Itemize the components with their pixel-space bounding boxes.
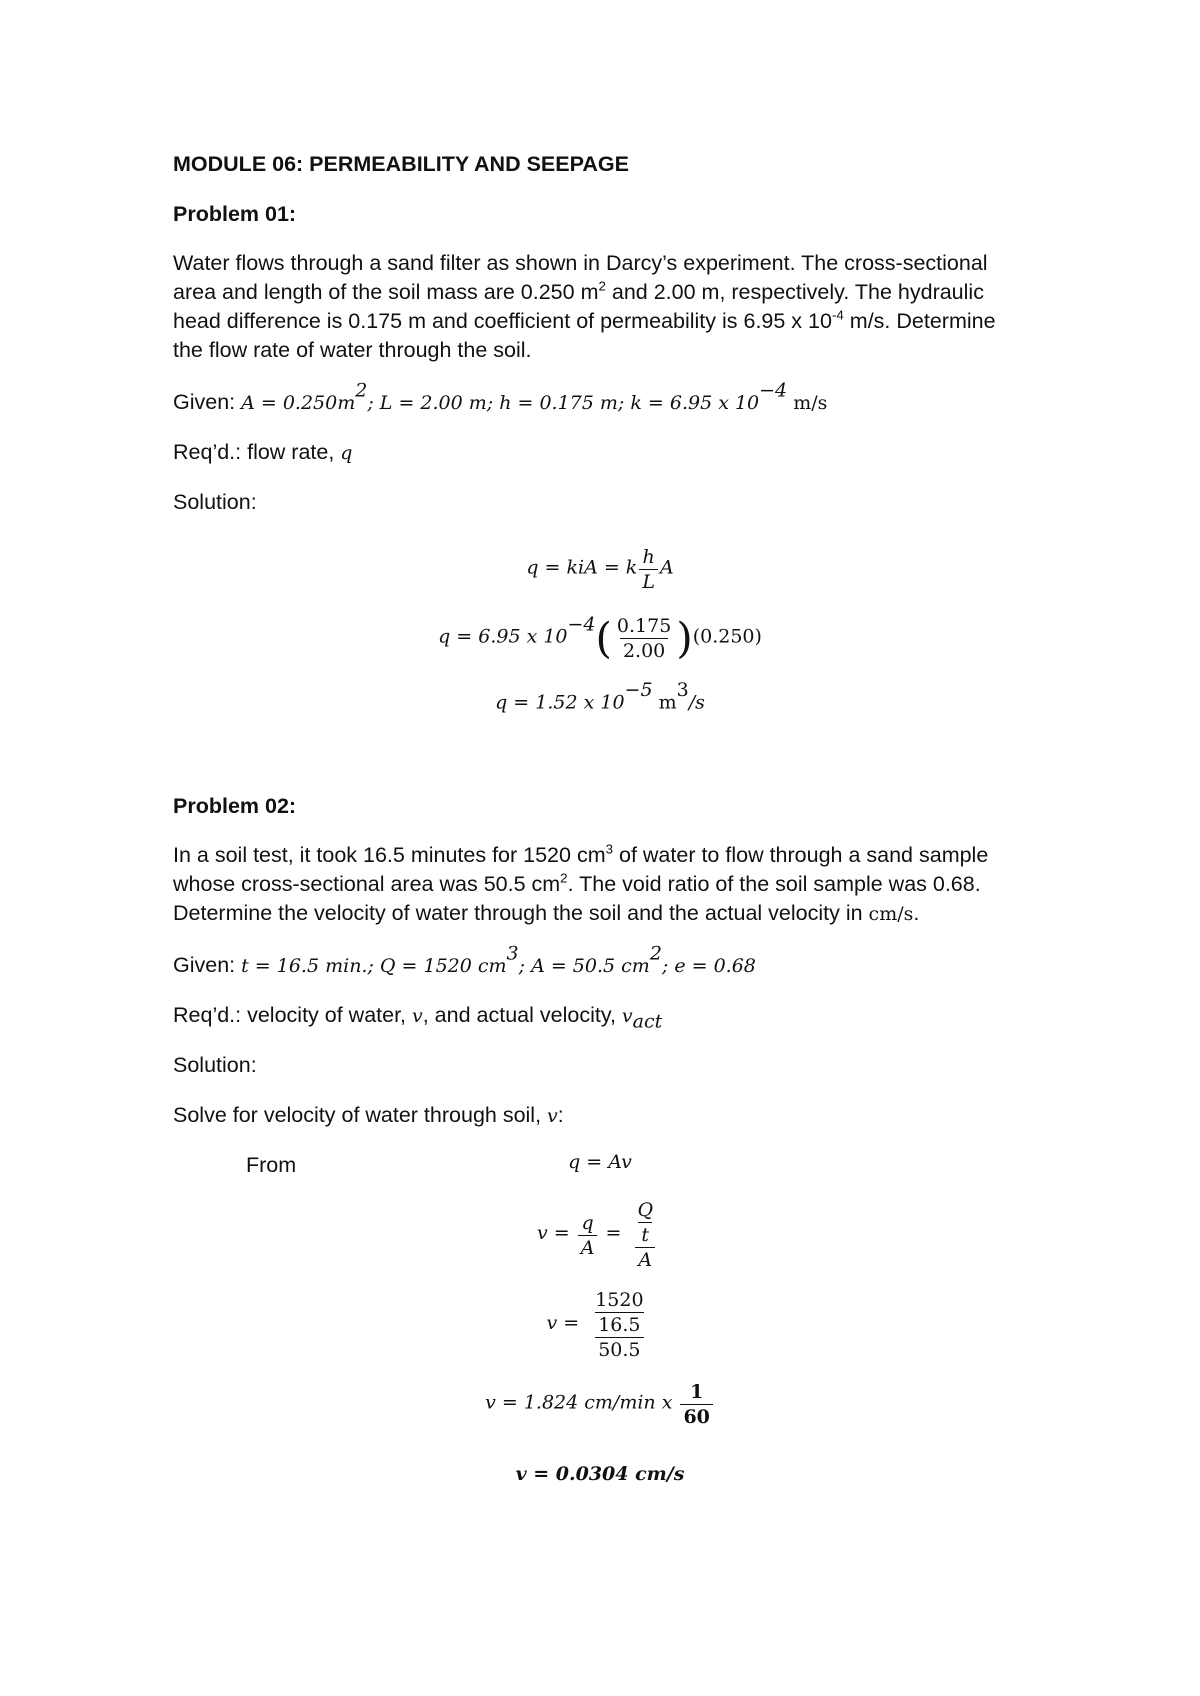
p2-given: Given: t = 16.5 min.; Q = 1520 $cm^3$; A = 50.5 $cm^2$; e = 0.68 [173,942,756,977]
problem-02-heading: Problem 02: [173,794,297,818]
p2-equation-conversion: v = 1.824 cm/min x $\frac{1}{60}$ [0,1380,1200,1429]
p2-equation-substitution: v = $\frac{\frac{1520}{16.5}}{50.5}$ [546,1289,644,1361]
p2-required: Req’d.: velocity of water, v, and actual velocity, $v_{act}$ [173,1003,663,1033]
p1-solution-label: Solution: [173,490,257,514]
p2-line-2: whose cross-sectional area was 50.5 $cm^2$. The void ratio of the soil sample was 0.68. [173,870,981,896]
module-title: MODULE 06: PERMEABILITY AND SEEPAGE [173,152,629,176]
p1-line-4: the flow rate of water through the soil. [173,338,532,362]
p2-equation-velocity: v = $\frac{q}{A}$ = $\frac{\frac{Q}{t}}{A}$ [0,1198,1200,1272]
p1-equation-darcy: q = kiA = k $\frac{h}{L}$ A [526,546,674,593]
p1-equation-result: q = 1.52 x $10^{-5}$ $m^3/s$ [495,679,705,714]
p2-line-1: In a soil test, it took 16.5 minutes for 1520 $cm^3$ of water to flow through a sand sample [173,841,989,867]
p2-equation-final: v = 0.0304 cm/s [515,1463,685,1485]
p1-equation-substitution: q = 6.95 x $10^{-4}$( $\frac{0.175}{2.00}$ )(0.250) [438,613,762,663]
p2-solve-instruction: Solve for velocity of water through soil, v: [173,1103,564,1127]
p2-equation-continuity: q = Av [568,1151,632,1173]
p2-solution-label: Solution: [173,1053,257,1077]
p2-from-label: From [246,1153,297,1177]
p2-line-3: Determine the velocity of water through the soil and the actual velocity in cm/s. [173,901,920,925]
p1-line-2: area and length of the soil mass are 0.250 $m^2$ and 2.00 m, respectively. The hydraulic [173,278,984,304]
problem-01-heading: Problem 01: [173,202,297,226]
p1-required: Req’d.: flow rate, q [173,440,353,464]
problem-02-statement [173,841,1073,929]
problem-01-statement [173,249,1073,365]
p1-given: Given: $A = 0.250m^2$; L = 2.00 m; h = 0.175 m; k = 6.95 x $10^{-4}$ m/s [173,379,828,414]
p1-line-1: Water flows through a sand filter as shown in Darcy’s experiment. The cross-sectional [173,251,988,275]
p1-line-3: head difference is 0.175 m and coefficient of permeability is 6.95 x $10^{-4}$ m/s. Determine [173,307,996,333]
